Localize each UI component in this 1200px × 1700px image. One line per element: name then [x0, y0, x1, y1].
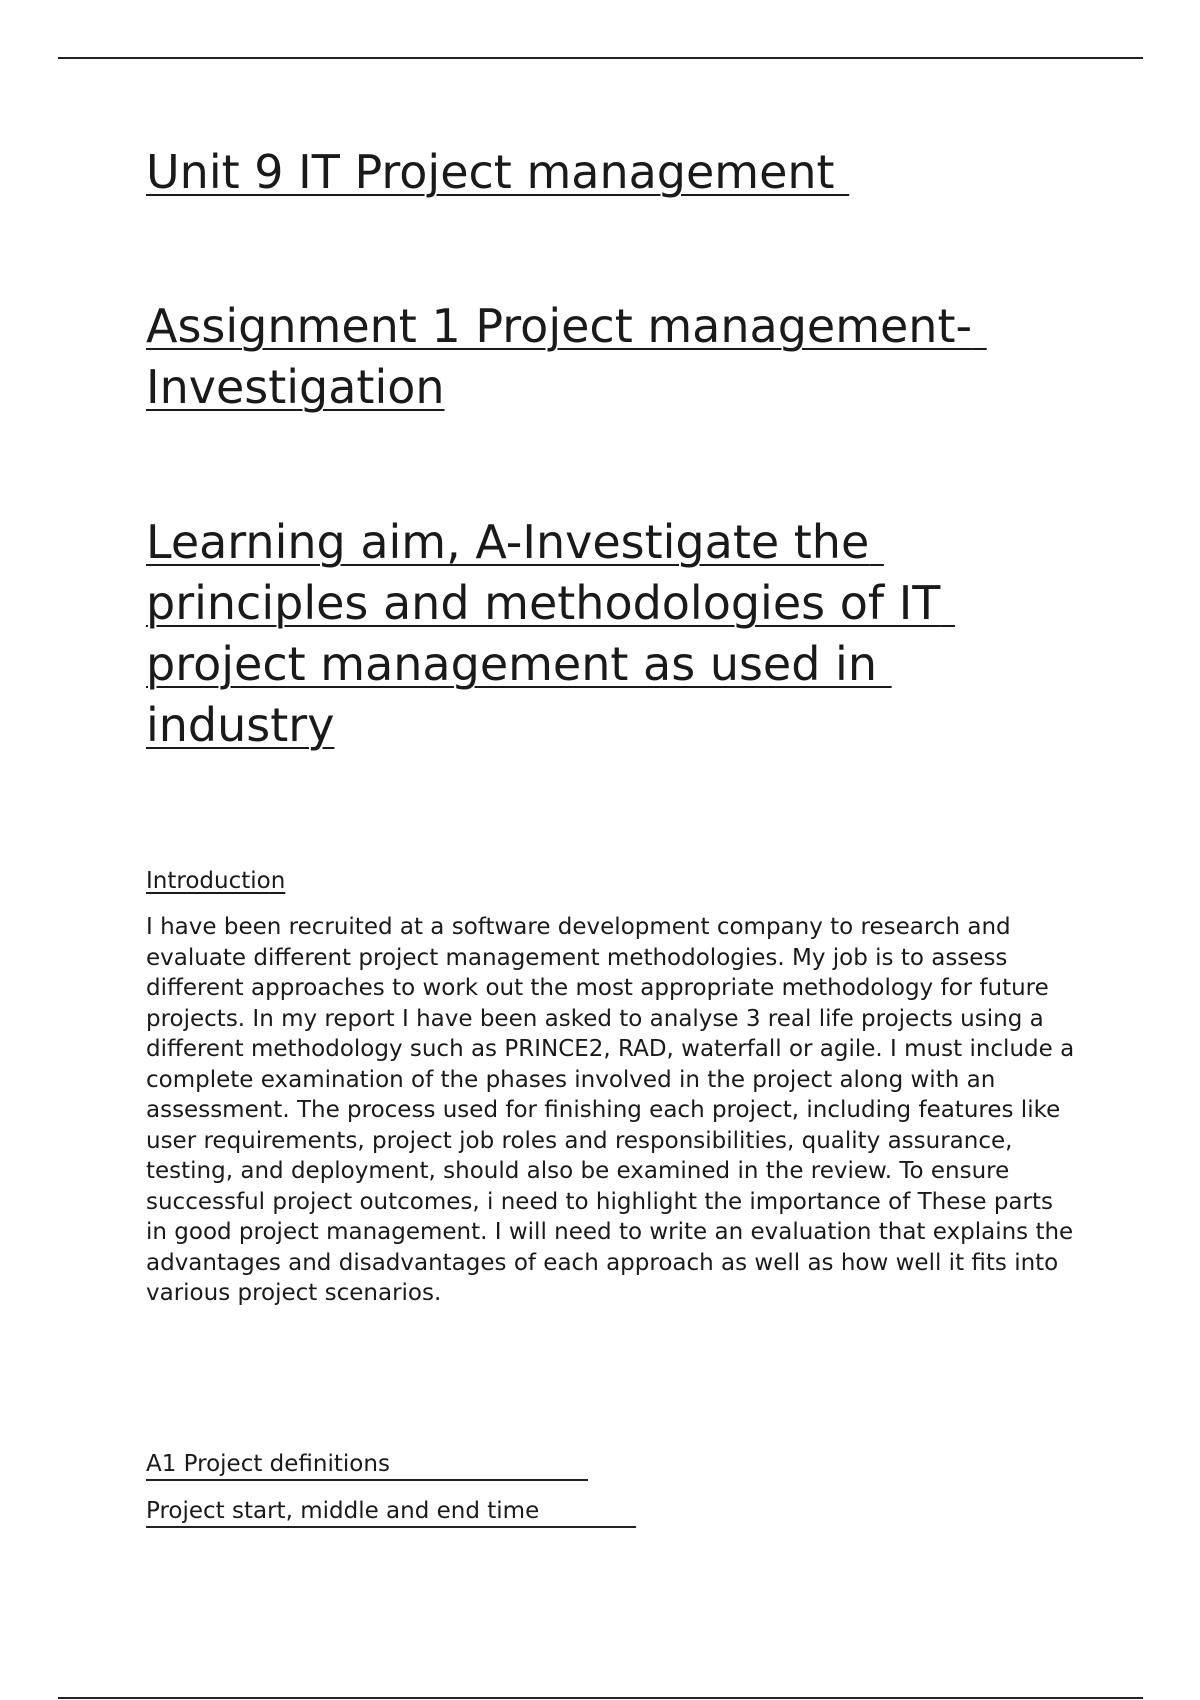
section-heading-a1: A1 Project definitions: [146, 1449, 588, 1481]
assignment-title-text: Assignment 1 Project management- Investigation: [146, 299, 987, 414]
header-rule: [58, 57, 1143, 59]
assignment-title: [146, 296, 1046, 418]
learning-aim-title: [146, 512, 1046, 756]
section-heading-timing: Project start, middle and end time: [146, 1496, 636, 1528]
learning-aim-title-text: Learning aim, A-Investigate the principles and methodologies of IT project management as used in industry: [146, 515, 955, 752]
unit-title: [146, 142, 1046, 203]
introduction-heading: Introduction: [146, 868, 286, 894]
footer-rule: [58, 1697, 1143, 1699]
introduction-paragraph: I have been recruited at a software development company to research and evaluate different project management methodologies. My job is to assess different approaches to work out the most appropriate methodology for future projects. In my report I have been asked to analyse 3 real life projects using a different methodology such as PRINCE2, RAD, waterfall or agile. I must include a complete examination of the phases involved in the project along with an assessment. The process used for finishing each project, including features like user requirements, project job roles and responsibilities, quality assurance, testing, and deployment, should also be examined in the review. To ensure successful project outcomes, i need to highlight the importance of These parts in good project management. I will need to write an evaluation that explains the advantages and disadvantages of each approach as well as how well it fits into various project scenarios.: [146, 914, 1075, 1306]
unit-title-text: Unit 9 IT Project management: [146, 145, 850, 199]
